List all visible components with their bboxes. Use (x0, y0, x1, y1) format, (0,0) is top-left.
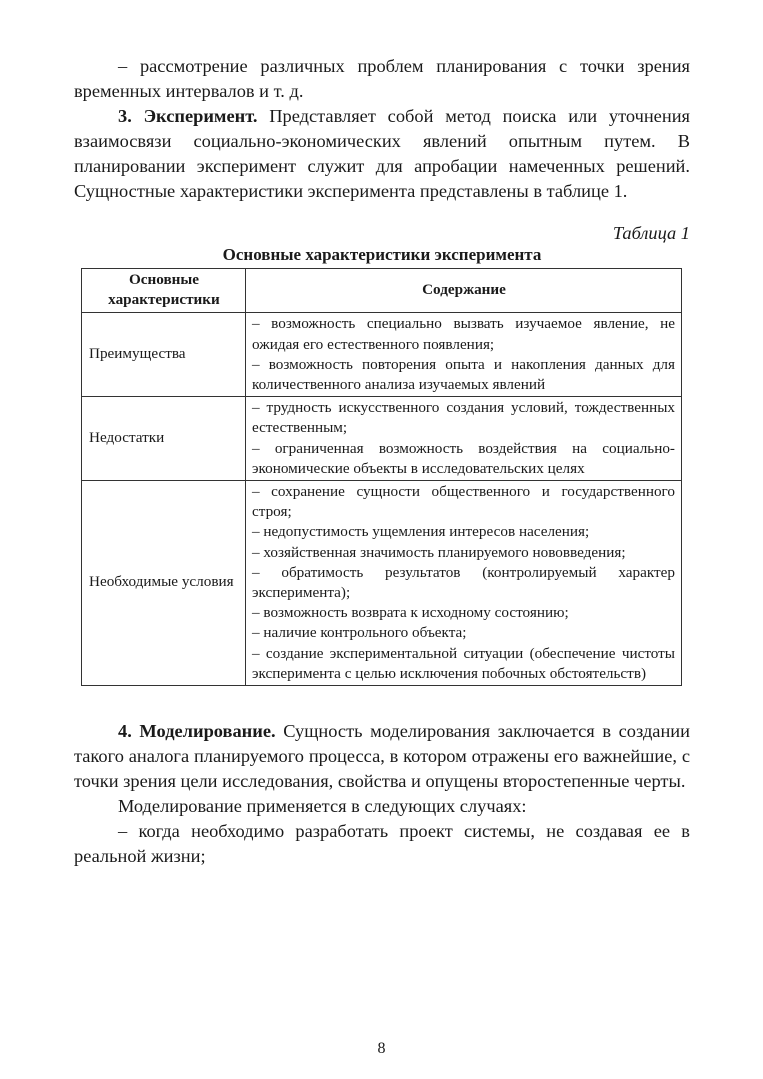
paragraph-experiment-text: Представляет собой метод поиска или уточнения взаимосвязи социально-экономических явлений опытным путем. В планировании эксперимент служит для апробации намеченных решений. Сущностные характеристики эксперимента представлены в таблице 1. (74, 106, 690, 201)
paragraph-intro-item: – рассмотрение различных проблем планирования с точки зрения временных интервалов и т. д. (74, 56, 690, 101)
paragraph-experiment (74, 104, 690, 204)
row-label-advantages: Преимущества (82, 313, 246, 397)
heading-experiment: 3. Эксперимент. (118, 106, 258, 126)
row-content-advantages: – возможность специально вызвать изучаемое явление, не ожидая его естественного появления; – возможность повторения опыта и накопления данных для количественного анализа изучаемых явлений (246, 313, 682, 397)
paragraph-modeling-text: Сущность моделирования заключается в создании такого аналога планируемого процесса, в котором отражены его важнейшие, с точки зрения цели исследования, свойства и опущены второстепенные черты. (74, 721, 690, 792)
page-body (74, 54, 690, 869)
table-title: Основные характеристики эксперимента (222, 245, 542, 264)
row-content-disadvantages: – трудность искусственного создания условий, тождественных естественным; – ограниченная возможность воздействия на социально-экономические объекты в исследовательских целях (246, 397, 682, 481)
characteristics-table (81, 268, 682, 686)
table-header-row (82, 269, 682, 313)
header-content: Содержание (246, 269, 682, 313)
heading-modeling: 4. Моделирование. (118, 721, 276, 742)
table-row (82, 313, 682, 397)
row-label-conditions: Необходимые условия (82, 481, 246, 686)
header-characteristics: Основные характеристики (82, 269, 246, 313)
row-label-disadvantages: Недостатки (82, 397, 246, 481)
paragraph-modeling-cases: Моделирование применяется в следующих случаях: (118, 796, 527, 817)
table-row (82, 397, 682, 481)
page-number: 8 (377, 1040, 386, 1057)
paragraph-modeling-case-1: – когда необходимо разработать проект системы, не создавая ее в реальной жизни; (74, 821, 690, 867)
table-caption: Таблица 1 (612, 223, 690, 243)
paragraph-modeling (74, 719, 690, 794)
row-content-conditions: – сохранение сущности общественного и государственного строя; – недопустимость ущемления интересов населения; – хозяйственная значимость планируемого нововведения; – обратимость результатов (контролируемый характер эксперимента); – возможность возврата к исходному состоянию; – наличие контрольного объекта; – создание экспериментальной ситуации (обеспечение чистоты эксперимента с целью исключения побочных обстоятельств) (246, 481, 682, 686)
table-row (82, 481, 682, 686)
